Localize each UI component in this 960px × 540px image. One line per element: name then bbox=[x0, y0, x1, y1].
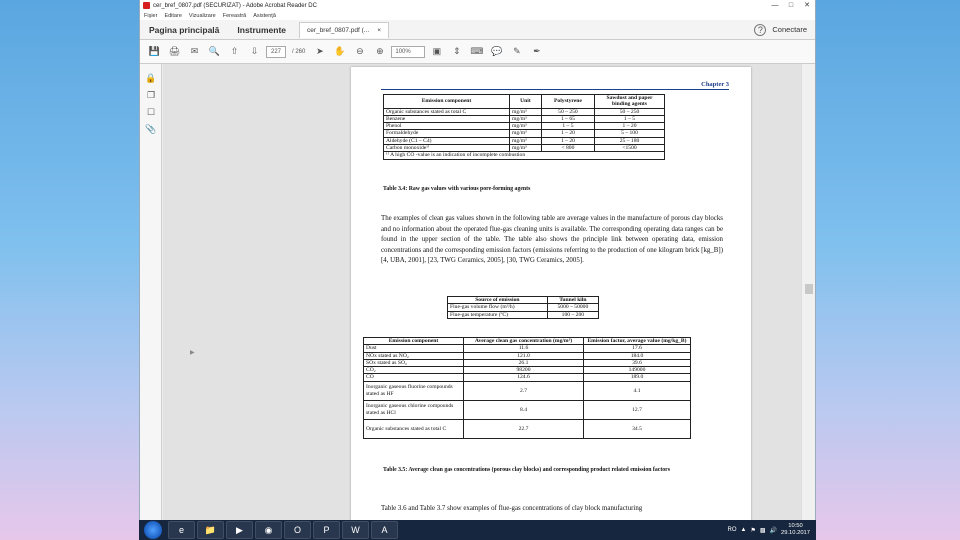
expand-panel-icon[interactable]: ▶ bbox=[190, 350, 195, 356]
table-row: CO₂ 98200 149000 bbox=[364, 367, 691, 374]
word-icon[interactable]: W bbox=[342, 521, 369, 539]
table-header: Emission component bbox=[384, 95, 510, 109]
close-tab-icon[interactable]: × bbox=[377, 26, 381, 34]
tab-tools[interactable]: Instrumente bbox=[237, 24, 287, 35]
table-row: Aldehyde (C1 – C4) mg/m³ 1 – 20 25 – 180 bbox=[384, 137, 665, 144]
save-icon[interactable]: 💾 bbox=[148, 46, 161, 56]
toolbar bbox=[140, 40, 815, 64]
table-row: Organic substances stated as total C mg/m³ 50 – 250 50 – 250 bbox=[384, 108, 665, 115]
taskbar bbox=[139, 520, 816, 540]
search-icon[interactable]: 🔍 bbox=[208, 46, 221, 56]
table-row: Phenol mg/m³ 1 – 5 1 – 20 bbox=[384, 123, 665, 130]
tab-home[interactable]: Pagina principală bbox=[149, 24, 220, 35]
copy-pages-icon[interactable]: ❐ bbox=[146, 90, 156, 100]
table-row: Formaldehyde mg/m³ 1 – 20 5 – 100 bbox=[384, 130, 665, 137]
acrobat-window bbox=[139, 0, 816, 520]
table-row: NOx stated as NO₂ 121.0 184.0 bbox=[364, 352, 691, 359]
tab-document[interactable] bbox=[299, 22, 389, 38]
vertical-scrollbar[interactable] bbox=[801, 64, 815, 520]
close-button[interactable]: ✕ bbox=[804, 2, 810, 9]
lock-icon[interactable]: 🔒 bbox=[145, 73, 157, 83]
start-button[interactable] bbox=[144, 521, 162, 539]
zoom-in-icon[interactable]: ⊕ bbox=[376, 46, 384, 56]
network-icon[interactable]: ▩ bbox=[759, 527, 766, 534]
acrobat-app-icon bbox=[143, 2, 150, 9]
fit-page-icon[interactable]: ▣ bbox=[432, 46, 442, 56]
table-row: Carbon monoxide¹⁾ mg/m³ < 800 <1500 bbox=[384, 145, 665, 152]
title-bar bbox=[140, 0, 815, 11]
page-count: / 260 bbox=[292, 48, 306, 55]
sign-icon[interactable]: ✒ bbox=[533, 46, 541, 56]
clock-time: 10:50 bbox=[788, 523, 803, 529]
table-header: Sawdust and paper binding agents bbox=[595, 95, 665, 109]
media-icon[interactable]: ▶ bbox=[226, 521, 253, 539]
keyboard-icon[interactable]: ⌨ bbox=[470, 46, 484, 56]
explorer-icon[interactable]: 📁 bbox=[197, 521, 224, 539]
zoom-out-icon[interactable]: ⊖ bbox=[356, 46, 364, 56]
menu-file[interactable]: Fişier bbox=[144, 12, 158, 19]
page-up-icon[interactable]: ⇧ bbox=[230, 46, 239, 56]
table-row bbox=[384, 152, 665, 159]
menu-window[interactable]: Fereastră bbox=[222, 12, 247, 19]
acrobat-icon[interactable]: A bbox=[371, 521, 398, 539]
table-header: Tunnel kiln bbox=[547, 297, 598, 304]
maximize-button[interactable]: □ bbox=[788, 2, 794, 9]
table-row: Inorganic gaseous fluorine compounds stated as HF 2.7 4.1 bbox=[364, 381, 691, 400]
highlight-icon[interactable]: ✎ bbox=[513, 46, 521, 56]
table-operating-data bbox=[447, 296, 599, 319]
clock-date: 29.10.2017 bbox=[780, 530, 810, 536]
ie-icon[interactable]: e bbox=[168, 521, 195, 539]
table-raw-gas bbox=[383, 94, 665, 160]
flag-icon[interactable]: ⚑ bbox=[750, 527, 756, 534]
table-row: Benzene mg/m³ 1 – 65 1 – 5 bbox=[384, 115, 665, 122]
tab-bar bbox=[140, 20, 815, 40]
outlook-icon[interactable]: O bbox=[284, 521, 311, 539]
table-row: Flue-gas temperature (ºC) 100 – 200 bbox=[448, 311, 599, 318]
scroll-icon[interactable]: ⇕ bbox=[453, 46, 461, 56]
print-icon[interactable]: 🖨 bbox=[168, 46, 181, 56]
body-paragraph: The examples of clean gas values shown in the following table are average values in the manufacture of porous clay blocks and no information about the operated flue-gas cleaning units is available. The corresponding operating data ranges can be found in the upper section of the table. The table also shows the principle link between operating data, emission concentrations and the corresponding emission factors (emissions referring to the production of one kilogram brick [kg_B]) [4, UBA, 2001], [23, TWG Ceramics, 2005], [30, TWG Ceramics, 2005]. bbox=[381, 215, 723, 264]
select-cursor-icon[interactable]: ➤ bbox=[316, 46, 324, 56]
menu-bar bbox=[140, 11, 815, 20]
chapter-heading: Chapter 3 bbox=[701, 81, 729, 88]
table-header: Emission factor, average value (mg/kg_B) bbox=[584, 338, 691, 345]
minimize-button[interactable]: — bbox=[771, 2, 779, 9]
scrollbar-thumb[interactable] bbox=[805, 284, 813, 294]
document-tab-label: cer_bref_0807.pdf (... bbox=[307, 26, 370, 34]
pdf-page bbox=[351, 67, 751, 520]
document-area bbox=[163, 64, 803, 520]
email-icon[interactable]: ✉ bbox=[190, 46, 199, 56]
left-sidebar bbox=[140, 64, 162, 520]
clock[interactable] bbox=[781, 523, 810, 537]
language-indicator[interactable]: RO bbox=[727, 527, 737, 533]
volume-icon[interactable]: 🔊 bbox=[769, 527, 777, 534]
table-row: Dust 11.6 17.6 bbox=[364, 345, 691, 352]
powerpoint-icon[interactable]: P bbox=[313, 521, 340, 539]
zoom-select[interactable]: 100% bbox=[391, 46, 425, 58]
tray-arrow-icon[interactable]: ▲ bbox=[740, 527, 747, 533]
system-tray bbox=[727, 523, 816, 537]
table-header: Emission component bbox=[364, 338, 464, 345]
login-button[interactable]: Conectare bbox=[772, 25, 807, 34]
table-row: Inorganic gaseous chlorine compounds stated as HCl 8.4 12.7 bbox=[364, 400, 691, 419]
body-paragraph: Table 3.6 and Table 3.7 show examples of flue-gas concentrations of clay block manufacturing bbox=[381, 505, 643, 512]
comment-icon[interactable]: 💬 bbox=[491, 46, 503, 56]
attachment-icon[interactable]: 📎 bbox=[145, 124, 157, 134]
table-header: Unit bbox=[510, 95, 542, 109]
page-down-icon[interactable]: ⇩ bbox=[250, 46, 259, 56]
table-row: CO 124.6 189.0 bbox=[364, 374, 691, 381]
menu-view[interactable]: Vizualizare bbox=[188, 12, 216, 19]
table-clean-gas bbox=[363, 337, 691, 439]
table-header: Average clean gas concentration (mg/m³) bbox=[464, 338, 584, 345]
table-header: Source of emission bbox=[448, 297, 548, 304]
hand-icon[interactable]: ✋ bbox=[334, 46, 346, 56]
table-header: Polystyrene bbox=[541, 95, 594, 109]
table-row: Organic substances stated as total C 22.7 34.5 bbox=[364, 419, 691, 438]
chrome-icon[interactable]: ◉ bbox=[255, 521, 282, 539]
table-caption: Table 3.4: Raw gas values with various pore-forming agents bbox=[383, 186, 531, 192]
table-row: SOx stated as SO₂ 26.1 39.6 bbox=[364, 359, 691, 366]
help-icon[interactable]: ? bbox=[754, 24, 766, 36]
menu-help[interactable]: Asistenţă bbox=[253, 12, 276, 19]
table-row: Flue-gas volume flow (m³/h) 5000 – 50000 bbox=[448, 304, 599, 311]
bookmark-icon[interactable]: ☐ bbox=[146, 107, 156, 117]
window-title: cer_bref_0807.pdf (SECURIZAT) - Adobe Acrobat Reader DC bbox=[153, 2, 317, 9]
table-caption: Table 3.5: Average clean gas concentrations (porous clay blocks) and corresponding product related emission factors bbox=[383, 467, 670, 473]
table-footnote: ¹⁾ A high CO -value is an indication of incomplete combustion bbox=[384, 152, 665, 159]
menu-edit[interactable]: Editare bbox=[164, 12, 182, 19]
page-number-input[interactable]: 227 bbox=[266, 46, 286, 58]
